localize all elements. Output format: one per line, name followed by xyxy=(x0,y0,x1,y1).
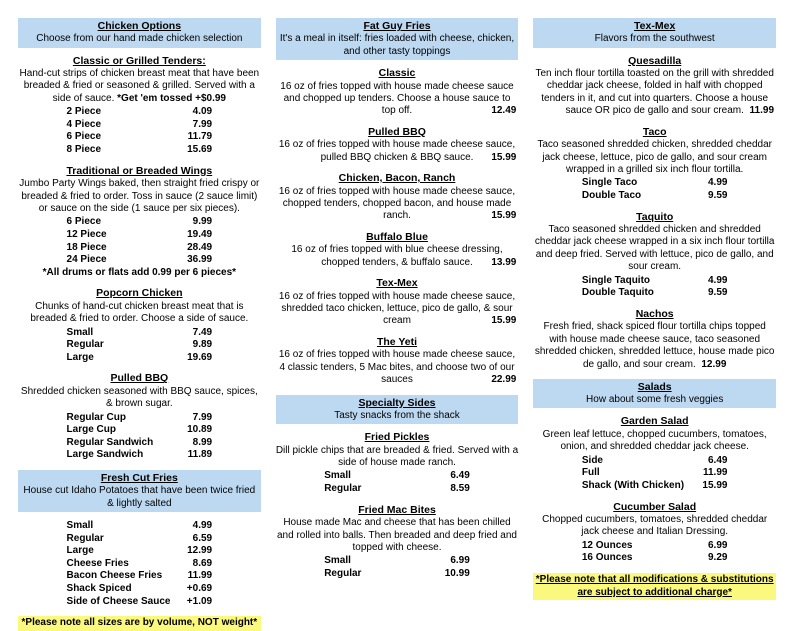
price-row xyxy=(18,449,261,462)
item-price: +0.69 xyxy=(186,583,213,595)
item-price: 7.99 xyxy=(192,411,213,423)
price-row xyxy=(533,275,776,288)
menu-column-2 xyxy=(276,18,519,612)
item-title: Fried Pickles xyxy=(364,431,430,444)
item-title: Popcorn Chicken xyxy=(96,287,183,300)
item-price: 8.59 xyxy=(450,483,470,494)
section-banner xyxy=(533,379,776,409)
item-description-bold: *Get 'em tossed +$0.99 xyxy=(117,92,226,104)
item-name: Regular Sandwich xyxy=(66,436,154,448)
price-row xyxy=(533,552,776,565)
price-row xyxy=(533,540,776,553)
item-price: 11.99 xyxy=(187,570,213,582)
item-title: Classic or Grilled Tenders: xyxy=(72,54,206,67)
item-name: Single Taco xyxy=(581,177,638,189)
footnote: *Please note all sizes are by volume, NOT weight* xyxy=(18,616,261,631)
item-description xyxy=(533,321,776,371)
section-banner xyxy=(18,18,261,48)
item-name: Shack (With Chicken) xyxy=(581,479,685,491)
item-price: 19.69 xyxy=(187,351,213,363)
menu-item xyxy=(276,277,519,328)
price-row xyxy=(18,131,261,144)
price-row xyxy=(18,106,261,119)
price-row xyxy=(276,555,519,568)
item-description xyxy=(533,139,776,176)
item-title: Classic xyxy=(378,67,416,79)
price-row xyxy=(276,470,519,483)
price-row xyxy=(18,216,261,229)
price-row xyxy=(533,287,776,300)
price-row xyxy=(18,119,261,132)
item-price: 6.49 xyxy=(450,470,470,482)
price-table xyxy=(533,177,776,202)
item-title: Garden Salad xyxy=(620,415,689,428)
item-price: 13.99 xyxy=(491,256,517,268)
price-table xyxy=(18,520,261,608)
item-name: 12 Ounces xyxy=(581,539,633,551)
item-name: 2 Piece xyxy=(66,106,102,118)
item-price: 4.99 xyxy=(707,177,728,189)
item-description-text: Hand-cut strips of chicken breast meat that have been breaded & fried or seasoned & grilled. Served with a side of sauce. xyxy=(19,68,260,104)
item-price: 9.29 xyxy=(707,552,728,564)
item-description-text: Shredded chicken seasoned with BBQ sauce, spices, & brown sugar. xyxy=(20,385,258,410)
item-price: 8.99 xyxy=(192,436,213,448)
section-banner xyxy=(533,18,776,48)
price-row xyxy=(18,254,261,267)
item-price: 9.59 xyxy=(707,287,728,299)
section-title: Tex-Mex xyxy=(634,20,676,32)
item-price: 10.99 xyxy=(444,567,470,579)
item-price: 9.59 xyxy=(707,189,728,201)
item-name: Large Sandwich xyxy=(66,449,144,461)
item-description-text: 16 oz of fries topped with blue cheese dressing, chopped tenders, & buffalo sauce. xyxy=(291,244,503,268)
price-row xyxy=(18,533,261,546)
item-price: 6.99 xyxy=(707,539,728,551)
item-description xyxy=(276,517,519,554)
price-row xyxy=(18,570,261,583)
item-name: 16 Ounces xyxy=(581,552,633,564)
item-name: 24 Piece xyxy=(66,254,107,266)
price-row xyxy=(533,190,776,203)
section-title: Salads xyxy=(637,380,672,393)
item-price: 28.49 xyxy=(187,241,213,253)
price-table xyxy=(533,275,776,300)
item-description-text: Jumbo Party Wings baked, then straight fried crispy or breaded & fried to order. Toss in sauce (2 sauce limit) or sauce on the side (1 sauce per six pieces). xyxy=(19,178,260,214)
item-title: Nachos xyxy=(635,307,674,320)
price-row xyxy=(18,596,261,609)
item-name: Double Taco xyxy=(581,189,642,201)
menu-item xyxy=(276,336,519,387)
item-description-text: Fresh fried, shack spiced flour tortilla chips topped with house made cheese sauce, taco seasoned shredded chicken, shredded lettuce, house made pico de gallo, and sour cream. xyxy=(534,321,775,370)
menu-item xyxy=(276,431,519,496)
item-price: 11.99 xyxy=(749,105,775,117)
item-description xyxy=(18,68,261,105)
item-price: 8.69 xyxy=(192,557,213,569)
item-name: Regular xyxy=(324,483,362,494)
footnote: *Please note that all modifications & substitutions are subject to additional charge* xyxy=(533,573,776,600)
item-price: 36.99 xyxy=(187,254,213,266)
item-price: 15.99 xyxy=(491,315,517,327)
item-name: Large xyxy=(66,351,94,363)
item-price: 6.99 xyxy=(450,555,470,567)
item-price: 7.49 xyxy=(192,326,213,338)
section-subtitle: Flavors from the southwest xyxy=(594,33,715,44)
item-title: Cucumber Salad xyxy=(613,500,697,513)
item-description-text: 16 oz of fries topped with house made cheese sauce and chopped up tenders. Choose a house sauce to top off. xyxy=(280,80,514,117)
item-title: Buffalo Blue xyxy=(366,230,428,243)
item-title: Pulled BBQ xyxy=(110,372,169,385)
menu-item xyxy=(533,308,776,371)
item-name: 4 Piece xyxy=(66,118,102,130)
item-name: Double Taquito xyxy=(581,287,654,299)
item-description xyxy=(533,224,776,274)
item-price: 11.99 xyxy=(702,467,728,479)
price-row xyxy=(276,483,519,496)
item-price: 12.49 xyxy=(491,105,517,117)
item-description-text: Taco seasoned shredded chicken, shredded cheddar jack cheese, lettuce, pico de gallo, and sour cream wrapped in a grilled six inch flour tortilla. xyxy=(537,139,772,175)
item-price: 6.59 xyxy=(192,532,213,544)
item-price: 15.69 xyxy=(187,144,213,155)
item-description-text: Chopped cucumbers, tomatoes, shredded cheddar jack cheese and Italian Dressing. xyxy=(542,514,768,538)
price-row xyxy=(18,242,261,255)
item-price: 19.49 xyxy=(187,228,213,240)
section-subtitle: Choose from our hand made chicken selection xyxy=(36,33,243,44)
item-name: Side of Cheese Sauce xyxy=(66,595,171,607)
item-price: 12.99 xyxy=(701,358,727,370)
item-title: Tex-Mex xyxy=(376,277,418,290)
item-name: Single Taquito xyxy=(581,274,651,286)
section-subtitle: Tasty snacks from the shack xyxy=(334,409,460,421)
item-title: Taco xyxy=(642,125,667,138)
price-row xyxy=(276,568,519,581)
item-description-text: 16 oz of fries topped with house made cheese sauce, chopped tenders, chopped bacon, and house made ranch. xyxy=(278,185,516,222)
item-name: Bacon Cheese Fries xyxy=(66,570,163,582)
item-description-text: 16 oz of fries topped with house made cheese sauce, shredded taco chicken, lettuce, pico de gallo, & sour cream xyxy=(278,290,516,327)
item-description-text: Ten inch flour tortilla toasted on the grill with shredded cheddar jack cheese, folded in half with chopped tenders in it, and cut into quarters. Choose a house sauce OR pico de gallo and sour cream. xyxy=(535,68,774,117)
item-price: 6.49 xyxy=(707,454,728,466)
price-table xyxy=(18,216,261,266)
item-price: 15.99 xyxy=(702,479,728,491)
item-name: Small xyxy=(66,326,94,338)
item-description xyxy=(533,68,776,118)
menu-item xyxy=(533,501,776,566)
price-row xyxy=(18,437,261,450)
menu-item xyxy=(533,415,776,492)
price-row xyxy=(18,520,261,533)
price-table xyxy=(276,555,519,580)
price-row xyxy=(18,352,261,365)
item-price: 11.79 xyxy=(187,131,213,143)
item-name: 6 Piece xyxy=(66,216,102,228)
item-title: Fried Mac Bites xyxy=(358,503,436,516)
menu-item xyxy=(533,126,776,203)
menu-item xyxy=(18,55,261,157)
price-row xyxy=(18,327,261,340)
price-row xyxy=(18,424,261,437)
section-banner xyxy=(276,395,519,425)
price-table xyxy=(533,540,776,565)
price-row xyxy=(533,467,776,480)
item-description xyxy=(276,445,519,470)
item-title: The Yeti xyxy=(376,335,418,348)
menu-item xyxy=(276,231,519,269)
item-name: Full xyxy=(581,467,600,479)
menu-item xyxy=(276,67,519,118)
item-price: 4.99 xyxy=(192,520,213,532)
price-row xyxy=(18,229,261,242)
menu-item xyxy=(18,287,261,364)
item-price: 4.99 xyxy=(707,274,728,286)
item-name: 8 Piece xyxy=(66,144,102,155)
section-subtitle: House cut Idaho Potatoes that have been twice fried & lightly salted xyxy=(23,485,256,509)
item-name: Large Cup xyxy=(66,424,116,436)
price-row xyxy=(18,583,261,596)
menu-item xyxy=(276,126,519,164)
item-price: 15.99 xyxy=(491,151,517,163)
item-name: Regular xyxy=(66,532,104,544)
item-name: Regular Cup xyxy=(66,411,126,423)
item-name: 12 Piece xyxy=(66,228,107,240)
item-price: 4.09 xyxy=(192,106,213,118)
item-description-text: 16 oz of fries topped with house made cheese sauce, 4 classic tenders, 5 Mac bites, and choose two of our sauces xyxy=(278,349,516,386)
item-name: 6 Piece xyxy=(66,131,102,143)
section-title: Fat Guy Fries xyxy=(363,20,431,32)
item-price: 12.99 xyxy=(187,545,213,557)
item-title: Traditional or Breaded Wings xyxy=(66,164,213,177)
item-price: 10.89 xyxy=(187,424,213,436)
menu-item xyxy=(533,55,776,118)
item-price: 22.99 xyxy=(491,374,517,386)
price-row xyxy=(533,177,776,190)
price-row xyxy=(533,480,776,493)
menu-item xyxy=(276,504,519,581)
price-row xyxy=(18,558,261,571)
section-banner xyxy=(276,18,519,60)
menu-item xyxy=(18,372,261,462)
item-name: Shack Spiced xyxy=(66,583,132,595)
item-name: 18 Piece xyxy=(66,241,107,253)
item-title: Pulled BBQ xyxy=(368,125,426,138)
price-table xyxy=(18,106,261,156)
section-title: Chicken Options xyxy=(97,20,182,32)
item-description xyxy=(533,429,776,454)
price-row xyxy=(18,144,261,157)
item-title: Taquito xyxy=(636,210,674,223)
price-row xyxy=(18,412,261,425)
item-title: Quesadilla xyxy=(628,54,682,67)
item-description-text: House made Mac and cheese that has been chilled and rolled into balls. Then breaded and deep fried and topped with cheese. xyxy=(277,517,517,553)
item-description-text: 16 oz of fries topped with house made cheese sauce, pulled BBQ chicken & BBQ sauce. xyxy=(278,139,516,163)
menu-item xyxy=(18,165,261,280)
price-table xyxy=(18,412,261,462)
section-subtitle: How about some fresh veggies xyxy=(586,393,724,405)
price-row xyxy=(533,455,776,468)
price-row xyxy=(18,545,261,558)
price-table xyxy=(533,455,776,493)
menu-column-3 xyxy=(533,18,776,612)
item-description xyxy=(533,514,776,539)
menu-item xyxy=(18,519,261,608)
item-name: Small xyxy=(324,470,351,482)
menu-item xyxy=(276,172,519,223)
item-description-text: Chunks of hand-cut chicken breast meat that is breaded & fried to order. Choose a side of sauce. xyxy=(30,300,249,325)
item-name: Regular xyxy=(66,339,104,351)
item-name: Regular xyxy=(324,567,362,579)
section-subtitle: It's a meal in itself: fries loaded with cheese, chicken, and other tasty toppings xyxy=(279,33,515,57)
item-name: Cheese Fries xyxy=(66,557,129,569)
menu-item xyxy=(533,211,776,300)
item-description-text: Green leaf lettuce, chopped cucumbers, tomatoes, onion, and shredded cheddar jack cheese. xyxy=(542,428,767,453)
item-footnote: *All drums or flats add 0.99 per 6 pieces* xyxy=(42,266,237,278)
item-description xyxy=(18,301,261,326)
item-price: 15.99 xyxy=(491,210,517,222)
section-title: Fresh Cut Fries xyxy=(100,472,178,485)
item-name: Small xyxy=(66,520,94,532)
item-description xyxy=(18,386,261,411)
item-title: Chicken, Bacon, Ranch xyxy=(338,172,456,185)
item-price: 11.89 xyxy=(187,449,213,461)
item-name: Large xyxy=(66,545,94,557)
menu-column-1 xyxy=(18,18,261,629)
price-row xyxy=(18,339,261,352)
section-title: Specialty Sides xyxy=(358,396,436,409)
item-price: 9.99 xyxy=(192,216,213,228)
item-price: 7.99 xyxy=(192,118,213,130)
price-table xyxy=(18,327,261,365)
item-description-text: Taco seasoned shredded chicken and shredded cheddar jack cheese wrapped in a six inch flour tortilla and deep fried. Served with lettuce, pico de gallo, and sour cream. xyxy=(534,224,775,273)
price-table xyxy=(276,470,519,495)
item-name: Small xyxy=(324,555,351,567)
item-description xyxy=(18,178,261,215)
section-banner xyxy=(18,470,261,512)
item-price: +1.09 xyxy=(186,595,213,607)
item-price: 9.89 xyxy=(192,339,213,351)
item-name: Side xyxy=(581,454,603,466)
item-description-text: Dill pickle chips that are breaded & fried. Served with a side of house made ranch. xyxy=(275,444,519,468)
